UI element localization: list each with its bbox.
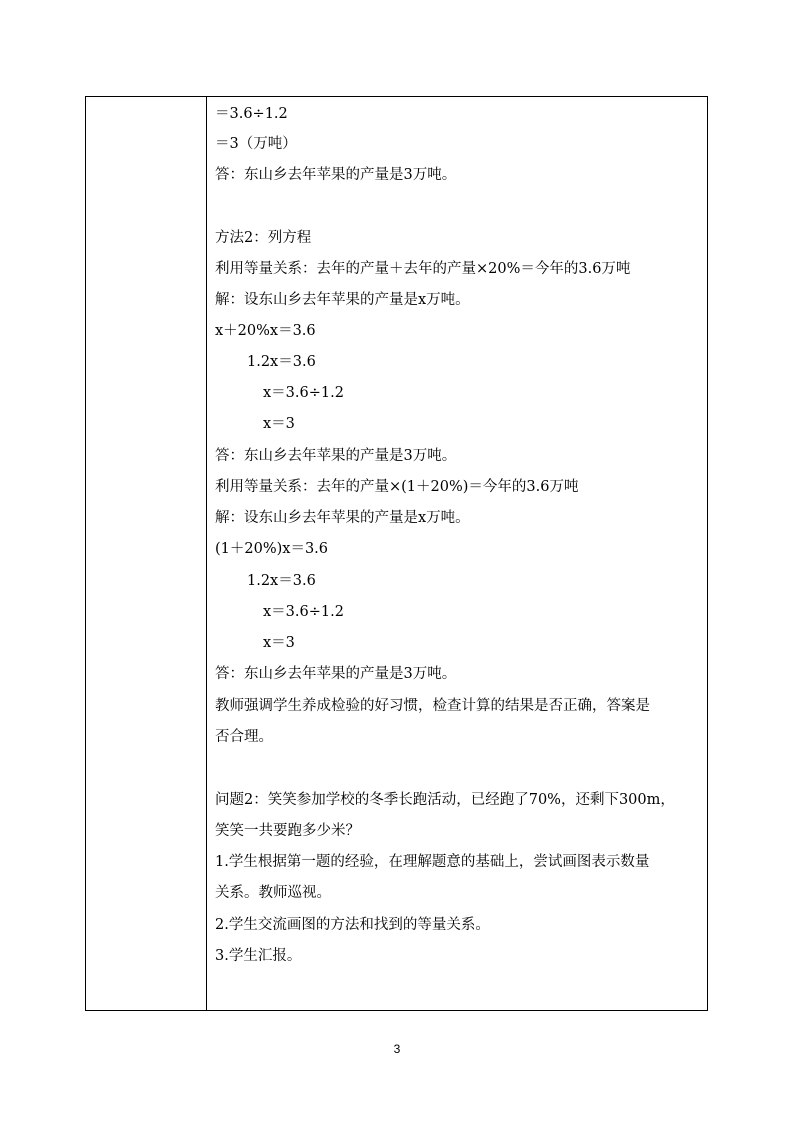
step-line: 3.学生汇报。 bbox=[215, 948, 302, 964]
step-line: 1.学生根据第一题的经验，在理解题意的基础上，尝试画图表示数量 bbox=[215, 854, 650, 870]
answer-line: 答：东山乡去年苹果的产量是3万吨。 bbox=[215, 666, 457, 682]
equation-line: 1.2x＝3.6 bbox=[247, 573, 316, 589]
text-line: 教师强调学生养成检验的好习惯，检查计算的结果是否正确，答案是 bbox=[215, 698, 650, 714]
text-line: 利用等量关系：去年的产量＋去年的产量×20%＝今年的3.6万吨 bbox=[215, 261, 631, 277]
text-line: 否合理。 bbox=[215, 729, 273, 745]
table-left-column bbox=[86, 97, 207, 1010]
section-heading: 方法2：列方程 bbox=[215, 230, 312, 246]
equation-line: x＝3.6÷1.2 bbox=[263, 604, 344, 620]
text-line: 解：设东山乡去年苹果的产量是x万吨。 bbox=[215, 510, 470, 526]
equation-line: x＝3 bbox=[263, 635, 295, 651]
step-line: 2.学生交流画图的方法和找到的等量关系。 bbox=[215, 917, 490, 933]
answer-line: 答：东山乡去年苹果的产量是3万吨。 bbox=[215, 448, 457, 464]
question-line: 笑笑一共要跑多少米？ bbox=[215, 823, 360, 839]
equation-line: x＋20%x＝3.6 bbox=[215, 323, 316, 339]
step-line: 关系。教师巡视。 bbox=[215, 885, 331, 901]
text-line: 利用等量关系：去年的产量×(1＋20%)＝今年的3.6万吨 bbox=[215, 479, 579, 495]
page-number: 3 bbox=[393, 1042, 401, 1056]
lesson-table bbox=[85, 96, 708, 1011]
text-line: ＝3（万吨） bbox=[215, 136, 297, 152]
text-line: 解：设东山乡去年苹果的产量是x万吨。 bbox=[215, 292, 470, 308]
equation-line: x＝3 bbox=[263, 416, 295, 432]
answer-line: 答：东山乡去年苹果的产量是3万吨。 bbox=[215, 167, 457, 183]
equation-line: (1＋20%)x＝3.6 bbox=[215, 541, 329, 557]
equation-line: 1.2x＝3.6 bbox=[247, 354, 316, 370]
question-line: 问题2：笑笑参加学校的冬季长跑活动，已经跑了70%，还剩下300m， bbox=[215, 792, 675, 808]
text-line: ＝3.6÷1.2 bbox=[215, 106, 288, 122]
equation-line: x＝3.6÷1.2 bbox=[263, 385, 344, 401]
